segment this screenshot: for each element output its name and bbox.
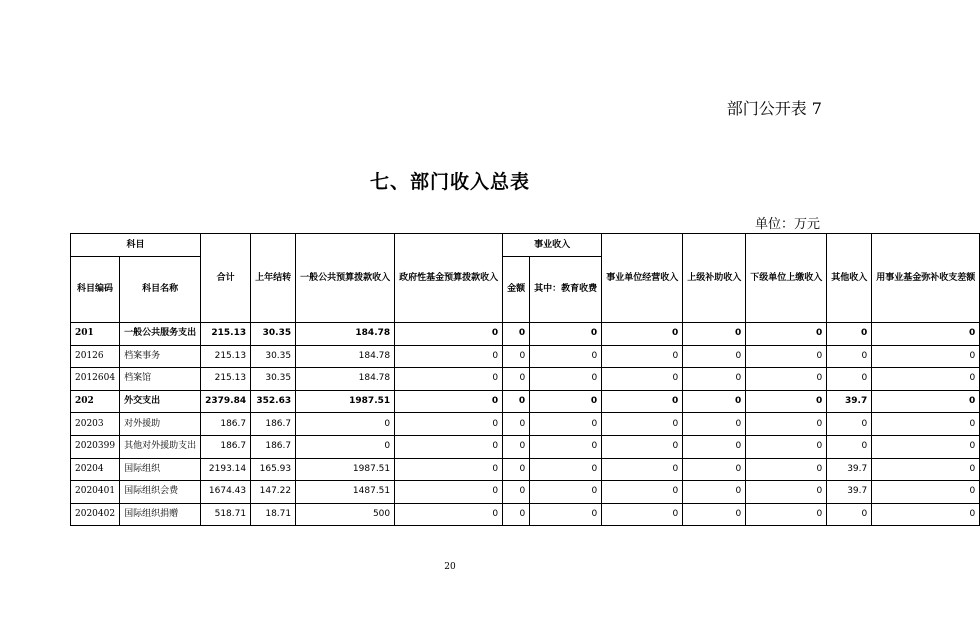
table-body (71, 323, 980, 526)
row-value: 0 (530, 435, 602, 458)
row-value: 0 (746, 345, 827, 368)
row-value: 0 (683, 458, 746, 481)
row-value: 0 (503, 390, 530, 413)
row-value: 0 (503, 368, 530, 391)
page-title: 七、部门收入总表 (369, 171, 530, 193)
row-code: 2020402 (71, 503, 120, 526)
row-value: 0 (395, 368, 503, 391)
row-value: 0 (827, 323, 872, 346)
header-edu-fee: 其中：教育收费 (530, 257, 602, 323)
row-value: 0 (296, 413, 395, 436)
table-row (71, 503, 980, 526)
row-value: 0 (746, 413, 827, 436)
row-value: 0 (683, 390, 746, 413)
row-value: 0 (503, 481, 530, 504)
row-value: 0 (530, 368, 602, 391)
row-value: 0 (530, 323, 602, 346)
row-value: 1487.51 (296, 481, 395, 504)
row-value: 0 (872, 323, 980, 346)
row-value: 0 (872, 503, 980, 526)
row-value: 1987.51 (296, 458, 395, 481)
row-value: 0 (872, 368, 980, 391)
row-value: 0 (503, 458, 530, 481)
row-value: 165.93 (251, 458, 296, 481)
row-value: 0 (683, 368, 746, 391)
header-upper-subsidy: 上级补助收入 (683, 234, 746, 323)
table-row (71, 481, 980, 504)
row-value: 186.7 (201, 413, 251, 436)
row-value: 1987.51 (296, 390, 395, 413)
row-value: 0 (683, 481, 746, 504)
row-value: 0 (746, 390, 827, 413)
row-value: 30.35 (251, 368, 296, 391)
row-value: 186.7 (251, 413, 296, 436)
row-value: 0 (503, 435, 530, 458)
header-lower-remit: 下级单位上缴收入 (746, 234, 827, 323)
row-value: 0 (503, 503, 530, 526)
row-value: 0 (395, 458, 503, 481)
row-value: 0 (503, 345, 530, 368)
row-value: 184.78 (296, 323, 395, 346)
row-code: 202 (71, 390, 120, 413)
table-row (71, 458, 980, 481)
table-row (71, 390, 980, 413)
row-value: 0 (746, 481, 827, 504)
header-general-budget: 一般公共预算拨款收入 (296, 234, 395, 323)
row-value: 0 (530, 345, 602, 368)
row-value: 0 (530, 503, 602, 526)
row-value: 0 (602, 368, 683, 391)
table-row (71, 368, 980, 391)
header-total: 合计 (201, 234, 251, 323)
row-value: 0 (395, 345, 503, 368)
row-value: 0 (602, 390, 683, 413)
row-value: 0 (296, 435, 395, 458)
row-value: 0 (827, 435, 872, 458)
header-code: 科目编码 (71, 257, 120, 323)
row-value: 39.7 (827, 458, 872, 481)
header-use-fund: 用事业基金弥补收支差额 (872, 234, 980, 323)
row-name: 对外援助 (120, 413, 201, 436)
row-value: 215.13 (201, 345, 251, 368)
row-value: 0 (530, 390, 602, 413)
row-name: 国际组织捐赠 (120, 503, 201, 526)
row-value: 39.7 (827, 481, 872, 504)
row-value: 0 (602, 481, 683, 504)
row-value: 30.35 (251, 345, 296, 368)
row-value: 0 (746, 368, 827, 391)
row-value: 0 (602, 458, 683, 481)
row-value: 0 (602, 345, 683, 368)
row-value: 0 (683, 435, 746, 458)
row-value: 0 (602, 413, 683, 436)
row-value: 0 (683, 323, 746, 346)
table-row (71, 345, 980, 368)
table-row (71, 323, 980, 346)
row-code: 2012604 (71, 368, 120, 391)
row-value: 0 (395, 323, 503, 346)
row-value: 0 (530, 413, 602, 436)
row-value: 0 (827, 368, 872, 391)
row-name: 外交支出 (120, 390, 201, 413)
header-carryover: 上年结转 (251, 234, 296, 323)
page-number: 20 (444, 562, 456, 572)
row-value: 186.7 (251, 435, 296, 458)
row-value: 500 (296, 503, 395, 526)
row-name: 国际组织 (120, 458, 201, 481)
header-fund-budget: 政府性基金预算拨款收入 (395, 234, 503, 323)
row-value: 0 (602, 503, 683, 526)
row-value: 0 (872, 413, 980, 436)
row-value: 1674.43 (201, 481, 251, 504)
row-value: 0 (503, 413, 530, 436)
row-value: 0 (683, 503, 746, 526)
row-name: 一般公共服务支出 (120, 323, 201, 346)
row-value: 0 (827, 503, 872, 526)
row-code: 201 (71, 323, 120, 346)
row-name: 其他对外援助支出 (120, 435, 201, 458)
row-value: 18.71 (251, 503, 296, 526)
row-value: 0 (530, 458, 602, 481)
row-code: 20126 (71, 345, 120, 368)
row-value: 0 (746, 458, 827, 481)
row-value: 39.7 (827, 390, 872, 413)
row-value: 0 (827, 345, 872, 368)
row-code: 2020401 (71, 481, 120, 504)
row-value: 184.78 (296, 345, 395, 368)
header-amount: 金额 (503, 257, 530, 323)
row-value: 215.13 (201, 323, 251, 346)
header-name: 科目名称 (120, 257, 201, 323)
row-value: 0 (395, 503, 503, 526)
table-row (71, 413, 980, 436)
row-value: 0 (530, 481, 602, 504)
row-code: 20204 (71, 458, 120, 481)
row-value: 0 (503, 323, 530, 346)
row-code: 2020399 (71, 435, 120, 458)
row-value: 0 (602, 323, 683, 346)
header-operating: 事业单位经营收入 (602, 234, 683, 323)
income-summary-table (70, 233, 980, 526)
row-value: 0 (872, 345, 980, 368)
row-value: 30.35 (251, 323, 296, 346)
row-value: 0 (872, 481, 980, 504)
row-value: 0 (683, 345, 746, 368)
row-name: 档案馆 (120, 368, 201, 391)
table-number: 部门公开表 7 (726, 99, 822, 118)
row-value: 215.13 (201, 368, 251, 391)
row-value: 2193.14 (201, 458, 251, 481)
row-value: 0 (872, 458, 980, 481)
row-value: 0 (602, 435, 683, 458)
row-value: 147.22 (251, 481, 296, 504)
row-value: 352.63 (251, 390, 296, 413)
unit-label: 单位：万元 (754, 217, 820, 232)
row-value: 518.71 (201, 503, 251, 526)
row-value: 0 (872, 390, 980, 413)
row-value: 184.78 (296, 368, 395, 391)
header-other: 其他收入 (827, 234, 872, 323)
row-value: 0 (395, 435, 503, 458)
row-value: 186.7 (201, 435, 251, 458)
row-value: 0 (395, 413, 503, 436)
row-value: 0 (395, 390, 503, 413)
row-name: 档案事务 (120, 345, 201, 368)
row-value: 0 (746, 503, 827, 526)
row-code: 20203 (71, 413, 120, 436)
row-value: 0 (827, 413, 872, 436)
table-row (71, 435, 980, 458)
row-value: 0 (683, 413, 746, 436)
header-subject: 科目 (71, 234, 201, 257)
row-value: 0 (395, 481, 503, 504)
row-value: 0 (872, 435, 980, 458)
row-value: 2379.84 (201, 390, 251, 413)
row-name: 国际组织会费 (120, 481, 201, 504)
row-value: 0 (746, 435, 827, 458)
row-value: 0 (746, 323, 827, 346)
header-career: 事业收入 (503, 234, 602, 257)
